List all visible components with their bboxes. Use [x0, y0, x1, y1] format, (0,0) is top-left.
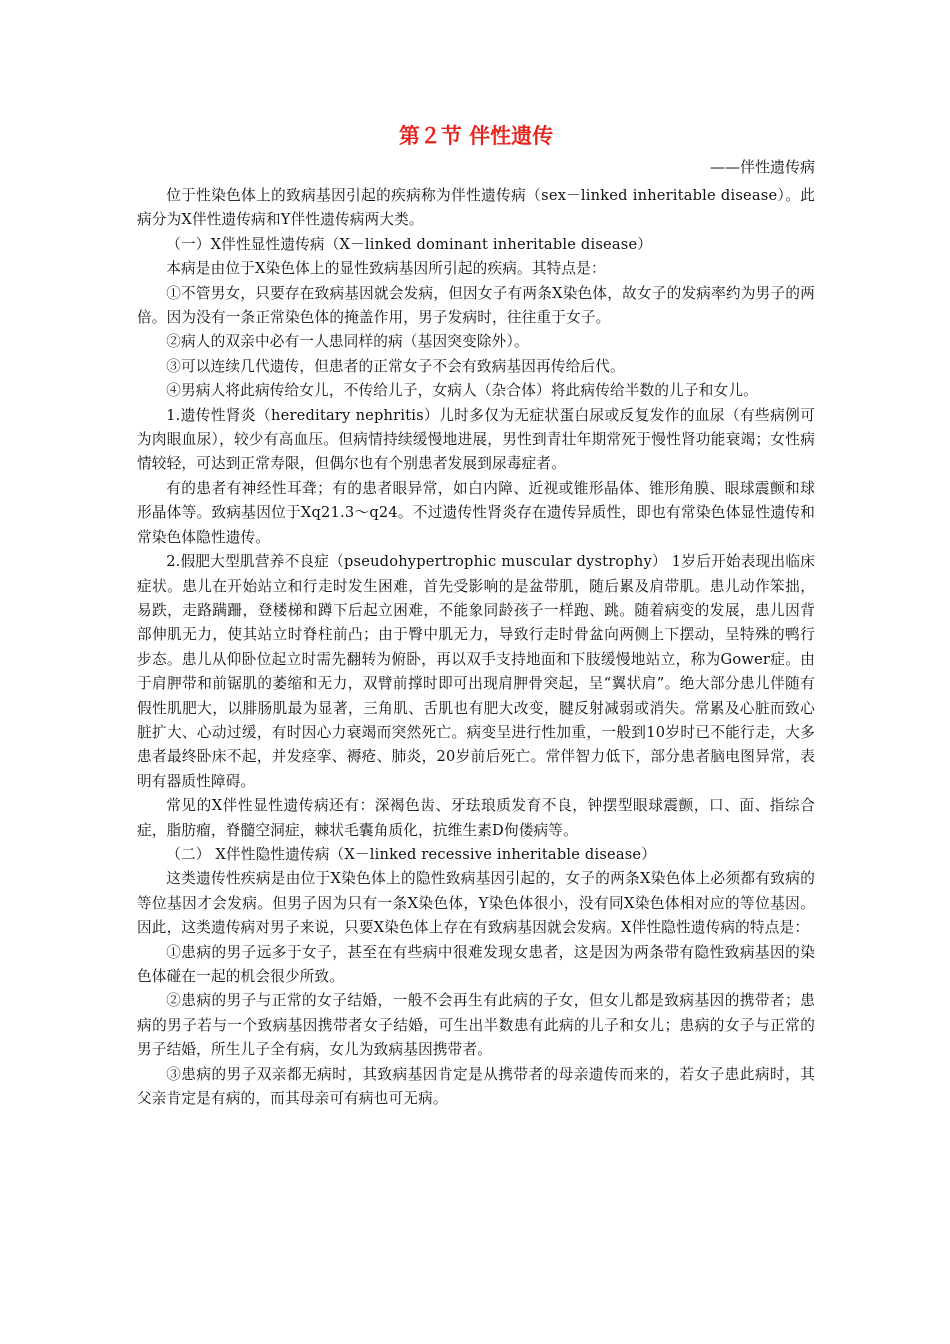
list-item: ②患病的男子与正常的女子结婚，一般不会再生有此病的子女，但女儿都是致病基因的携带者；患病的男子若与一个致病基因携带者女子结婚，可生出半数患有此病的儿子和女儿；患病的女子与正常的男子结婚，所生儿子全有病，女儿为致病基因携带者。	[137, 992, 815, 1059]
paragraph: 这类遗传性疾病是由位于X染色体上的隐性致病基因引起的，女子的两条X染色体上必须都有致病的等位基因才会发病。但男子因为只有一条X染色体，Y染色体很小，没有同X染色体相对应的等位基因。因此，这类遗传病对男子来说，只要X染色体上存在有致病基因就会发病。X伴性隐性遗传病的特点是：	[137, 870, 815, 937]
list-item: ③患病的男子双亲都无病时，其致病基因肯定是从携带者的母亲遗传而来的，若女子患此病时，其父亲肯定是有病的，而其母亲可有病也可无病。	[137, 1065, 815, 1108]
document-body	[137, 184, 815, 1111]
list-item: ④男病人将此病传给女儿，不传给儿子，女病人（杂合体）将此病传给半数的儿子和女儿。	[166, 382, 758, 400]
list-item: ①患病的男子远多于女子，甚至在有些病中很难发现女患者，这是因为两条带有隐性致病基因的染色体碰在一起的机会很少所致。	[137, 943, 815, 985]
paragraph-hereditary-nephritis: 1.遗传性肾炎（hereditary nephritis）儿时多仅为无症状蛋白尿或反复发作的血尿（有些病例可为肉眼血尿），较少有高血压。但病情持续缓慢地进展，男性到青壮年期常死于慢性肾功能衰竭；女性病情较轻，可达到正常寿限，但偶尔也有个别患者发展到尿毒症者。	[137, 406, 815, 473]
list-item: ①不管男女，只要存在致病基因就会发病，但因女子有两条X染色体，故女子的发病率约为男子的两倍。因为没有一条正常染色体的掩盖作用，男子发病时，往往重于女子。	[137, 284, 815, 327]
section-heading-x-recessive: （二） X伴性隐性遗传病（X－linked recessive inheritable disease）	[166, 845, 657, 863]
paragraph-muscular-dystrophy: 2.假肥大型肌营养不良症（pseudohypertrophic muscular dystrophy） 1岁后开始表现出临床症状。患儿在开始站立和行走时发生困难，首先受影响的是盆带肌，随后累及肩带肌。患儿动作笨拙，易跌，走路蹒跚，登楼梯和蹲下后起立困难，不能象同龄孩子一样跑、跳。随着病变的发展，患儿因背部伸肌无力，使其站立时脊柱前凸；由于臀中肌无力，导致行走时骨盆向两侧上下摆动，呈特殊的鸭行步态。患儿从仰卧位起立时需先翻转为俯卧，再以双手支持地面和下肢缓慢地站立，称为Gower症。由于肩胛带和前锯肌的萎缩和无力，双臂前撑时即可出现肩胛骨突起，呈“翼状肩”。绝大部分患儿伴随有假性肌肥大，以腓肠肌最为显著，三角肌、舌肌也有肥大改变，腱反射减弱或消失。常累及心脏而致心脏扩大、心动过缓，有时因心力衰竭而突然死亡。病变呈进行性加重，一般到10岁时已不能行走，大多患者最终卧床不起，并发痉挛、褥疮、肺炎，20岁前后死亡。常伴智力低下，部分患者脑电图异常，表明有器质性障碍。	[137, 553, 815, 790]
paragraph: 本病是由位于X染色体上的显性致病基因所引起的疾病。其特点是：	[166, 260, 606, 278]
paragraph-intro: 位于性染色体上的致病基因引起的疾病称为伴性遗传病（sex－linked inheritable disease）。此病分为X伴性遗传病和Y伴性遗传病两大类。	[137, 187, 815, 229]
page-subtitle: ——伴性遗传病	[709, 158, 815, 176]
document-page	[137, 118, 815, 1111]
list-item: ②病人的双亲中必有一人患同样的病（基因突变除外）。	[166, 333, 529, 351]
list-item: ③可以连续几代遗传，但患者的正常女子不会有致病基因再传给后代。	[166, 357, 625, 375]
paragraph: 有的患者有神经性耳聋；有的患者眼异常，如白内障、近视或锥形晶体、锥形角膜、眼球震颤和球形晶体等。致病基因位于Xq21.3～q24。不过遗传性肾炎存在遗传异质性，即也有常染色体显性遗传和常染色体隐性遗传。	[137, 479, 815, 546]
paragraph: 常见的X伴性显性遗传病还有：深褐色齿、牙珐琅质发育不良，钟摆型眼球震颤，口、面、指综合症，脂肪瘤，脊髓空洞症，棘状毛囊角质化，抗维生素D佝偻病等。	[137, 797, 815, 839]
page-title: 第２节 伴性遗传	[398, 123, 554, 148]
section-heading-x-dominant: （一）X伴性显性遗传病（X－linked dominant inheritable disease）	[166, 235, 653, 253]
